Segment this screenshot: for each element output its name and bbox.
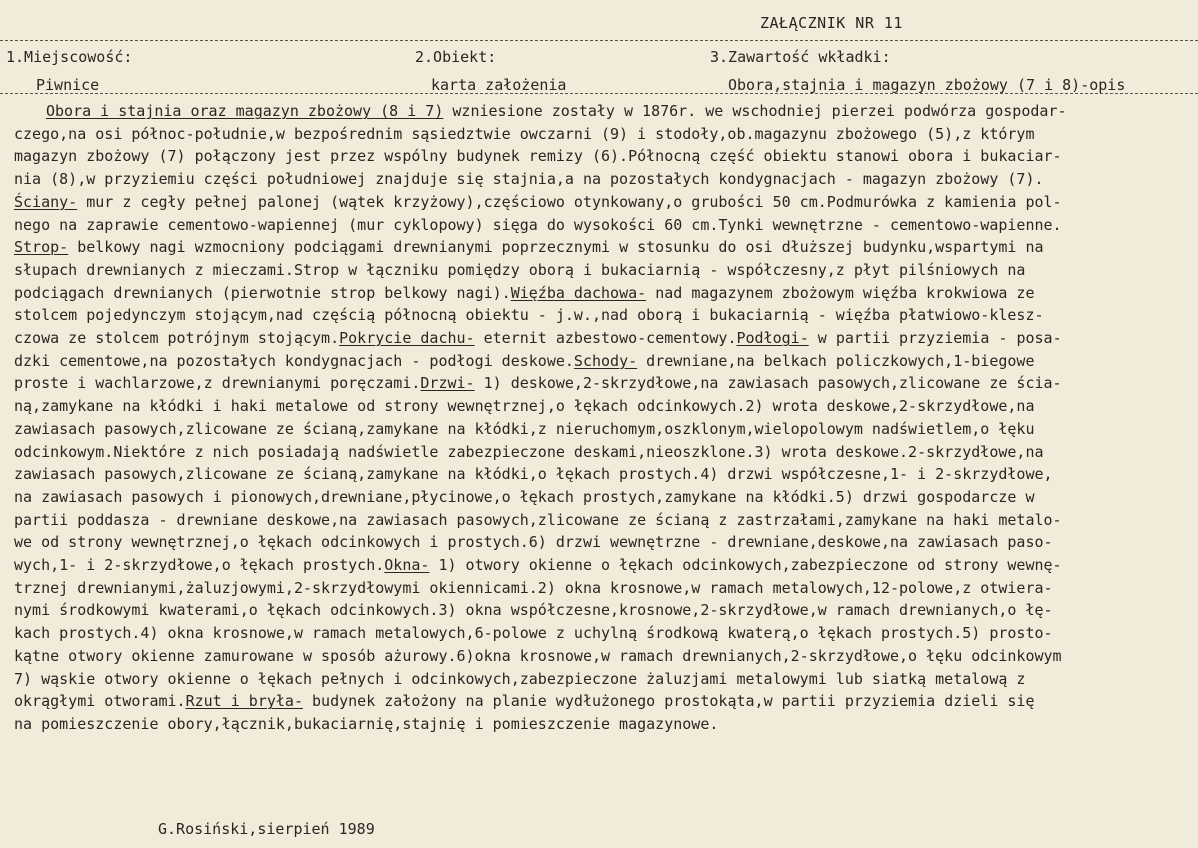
field-label: 1.Miejscowość: xyxy=(6,48,133,66)
field-label: 3.Zawartość wkładki: xyxy=(710,48,891,66)
text-line xyxy=(14,645,1194,668)
text-run: w partii przyziemia - posa- xyxy=(808,329,1062,348)
field-value: karta założenia xyxy=(431,76,567,94)
text-line xyxy=(14,531,1194,554)
text-run: kątne otwory okienne zamurowane w sposób ażurowy.6)okna krosnowe,w ramach drewnianych,2-skrzydłowe,o łęku odcinkowym xyxy=(14,646,1062,665)
text-run: magazyn zbożowy (7) połączony jest przez wspólny budynek remizy (6).Północną część obiektu stanowi obora i bukaciar- xyxy=(14,147,1062,166)
text-run: odcinkowym.Niektóre z nich posiadają nadświetle zabezpieczone deskami,nieoszklone.3) wrota deskowe.2-skrzydłowe,na xyxy=(14,442,1044,461)
text-run: belkowy nagi wzmocniony podciągami drewnianymi poprzecznymi w stosunku do osi dłuższej budynku,wspartymi na xyxy=(68,238,1044,257)
section-heading: Rzut i bryła- xyxy=(185,692,303,711)
text-run: słupach drewnianych z mieczami.Strop w łączniku pomiędzy oborą i bukaciarnią - współczesny,z płyt pilśniowych na xyxy=(14,260,1026,279)
text-run: czowa ze stolcem potrójnym stojącym. xyxy=(14,329,340,348)
text-run: podciągach drewnianych (pierwotnie strop belkowy nagi). xyxy=(14,283,511,302)
section-heading: Więźba dachowa- xyxy=(510,283,647,302)
attachment-number: ZAŁĄCZNIK NR 11 xyxy=(760,14,903,32)
text-run: nego na zaprawie cementowo-wapiennej (mur cyklopowy) sięga do wysokości 60 cm.Tynki wewnętrzne - cementowo-wapienne. xyxy=(14,215,1062,234)
text-run: 1) otwory okienne o łękach odcinkowych,zabezpieczone od strony wewnę- xyxy=(429,556,1062,575)
text-run: 7) wąskie otwory okienne o łękach pełnych i odcinkowych,zabezpieczone żaluzjami metalowymi lub siatką metalową z xyxy=(14,669,1026,688)
field-value: Piwnice xyxy=(36,76,100,94)
text-line xyxy=(14,668,1194,691)
text-line xyxy=(14,123,1194,146)
section-heading: Drzwi- xyxy=(420,374,475,393)
text-run: stolcem pojedynczym stojącym,nad częścią północną obiektu - j.w.,nad oborą i bukaciarnią - więźba płatwiowo-klesz- xyxy=(14,306,1044,325)
text-run: eternit azbestowo-cementowy. xyxy=(474,329,737,348)
text-line xyxy=(14,509,1194,532)
text-line xyxy=(14,690,1194,713)
text-run: ną,zamykane na kłódki i haki metalowe od strony wewnętrznej,o łękach odcinkowych.2) wrota deskowe,2-skrzydłowe,na xyxy=(14,397,1035,416)
text-run: 1) deskowe,2-skrzydłowe,na zawiasach pasowych,zlicowane ze ścia- xyxy=(474,374,1062,393)
text-run: nymi środkowymi kwaterami,o łękach odcinkowych.3) okna współczesne,krosnowe,2-skrzydłowe,w ramach drewnianych,o łę- xyxy=(14,601,1053,620)
field-label: 2.Obiekt: xyxy=(415,48,497,66)
text-line xyxy=(14,418,1194,441)
text-line xyxy=(14,713,1194,736)
text-run: nad magazynem zbożowym więźba krokwiowa ze xyxy=(646,283,1035,302)
text-line xyxy=(14,486,1194,509)
text-run: we od strony wewnętrznej,o łękach odcinkowych i prostych.6) drzwi wewnętrzne - drewniane,deskowe,na zawiasach paso- xyxy=(14,533,1053,552)
section-heading: Schody- xyxy=(573,351,638,370)
header-divider xyxy=(0,93,1198,94)
text-line xyxy=(14,214,1194,237)
field-value: Obora,stajnia i magazyn zbożowy (7 i 8)-opis xyxy=(728,76,1126,94)
text-run: mur z cegły pełnej palonej (wątek krzyżowy),częściowo otynkowany,o grubości 50 cm.Podmurówka z kamienia pol- xyxy=(77,192,1062,211)
text-run: zawiasach pasowych,zlicowane ze ścianą,zamykane na kłódki,z nieruchomym,oszklonym,wielopolowym nadświetlem,o łęku xyxy=(14,419,1035,438)
section-heading: Strop- xyxy=(14,238,69,257)
description-text xyxy=(14,100,1194,736)
top-divider xyxy=(0,40,1198,41)
text-run: na zawiasach pasowych i pionowych,drewniane,płycinowe,o łękach prostych,zamykane na kłódki.5) drzwi gospodarcze w xyxy=(14,487,1035,506)
text-line xyxy=(14,350,1194,373)
text-run: budynek założony na planie wydłużonego prostokąta,w partii przyziemia dzieli się xyxy=(303,692,1035,711)
text-run: dzki cementowe,na pozostałych kondygnacjach - podłogi deskowe. xyxy=(14,351,574,370)
text-run: drewniane,na belkach policzkowych,1-biegowe xyxy=(637,351,1035,370)
field-object xyxy=(415,47,566,95)
section-heading: Podłogi- xyxy=(736,329,809,348)
text-line xyxy=(14,100,1194,123)
text-line xyxy=(14,327,1194,350)
text-run: proste i wachlarzowe,z drewnianymi poręczami. xyxy=(14,374,421,393)
section-heading: Obora i stajnia oraz magazyn zbożowy (8 i 7) xyxy=(46,102,444,120)
text-run: czego,na osi północ-południe,w bezpośrednim sąsiedztwie owczarni (9) i stodoły,ob.magazynu zbożowego (5),z którym xyxy=(14,124,1035,143)
text-line xyxy=(14,236,1194,259)
signature: G.Rosiński,sierpień 1989 xyxy=(158,820,375,838)
text-line xyxy=(14,395,1194,418)
section-heading: Okna- xyxy=(384,556,430,575)
text-run: wzniesione zostały w 1876r. we wschodniej pierzei podwórza gospodar- xyxy=(443,102,1067,120)
text-line xyxy=(14,599,1194,622)
text-line xyxy=(14,168,1194,191)
text-run: okrągłymi otworami. xyxy=(14,692,186,711)
text-line xyxy=(14,145,1194,168)
text-run: partii poddasza - drewniane deskowe,na zawiasach pasowych,zlicowane ze ścianą z zastrzałami,zamykane na haki metalo- xyxy=(14,510,1062,529)
text-line xyxy=(14,441,1194,464)
text-line xyxy=(14,622,1194,645)
section-heading: Ściany- xyxy=(14,192,78,211)
field-insert-content xyxy=(710,47,1125,95)
text-run: kach prostych.4) okna krosnowe,w ramach metalowych,6-polowe z uchylną środkową kwaterą,o łękach prostych.5) prosto- xyxy=(14,624,1053,643)
text-line xyxy=(14,577,1194,600)
text-line xyxy=(14,554,1194,577)
text-line xyxy=(14,259,1194,282)
text-run: zawiasach pasowych,zlicowane ze ścianą,zamykane na kłódki,o łękach prostych.4) drzwi współczesne,1- i 2-skrzydłowe, xyxy=(14,465,1053,484)
text-line xyxy=(14,304,1194,327)
text-run: trznej drewnianymi,żaluzjowymi,2-skrzydłowymi okiennicami.2) okna krosnowe,w ramach metalowych,12-polowe,z otwiera- xyxy=(14,578,1053,597)
text-line xyxy=(14,463,1194,486)
section-heading: Pokrycie dachu- xyxy=(339,329,475,348)
text-line xyxy=(14,191,1194,214)
text-run: na pomieszczenie obory,łącznik,bukaciarnię,stajnię i pomieszczenie magazynowe. xyxy=(14,714,719,733)
text-run: nia (8),w przyziemiu części południowej znajduje się stajnia,a na pozostałych kondygnacjach - magazyn zbożowy (7). xyxy=(14,170,1044,189)
text-line xyxy=(14,372,1194,395)
field-locality xyxy=(6,47,132,95)
text-run: wych,1- i 2-skrzydłowe,o łękach prostych. xyxy=(14,556,385,575)
text-line xyxy=(14,282,1194,305)
